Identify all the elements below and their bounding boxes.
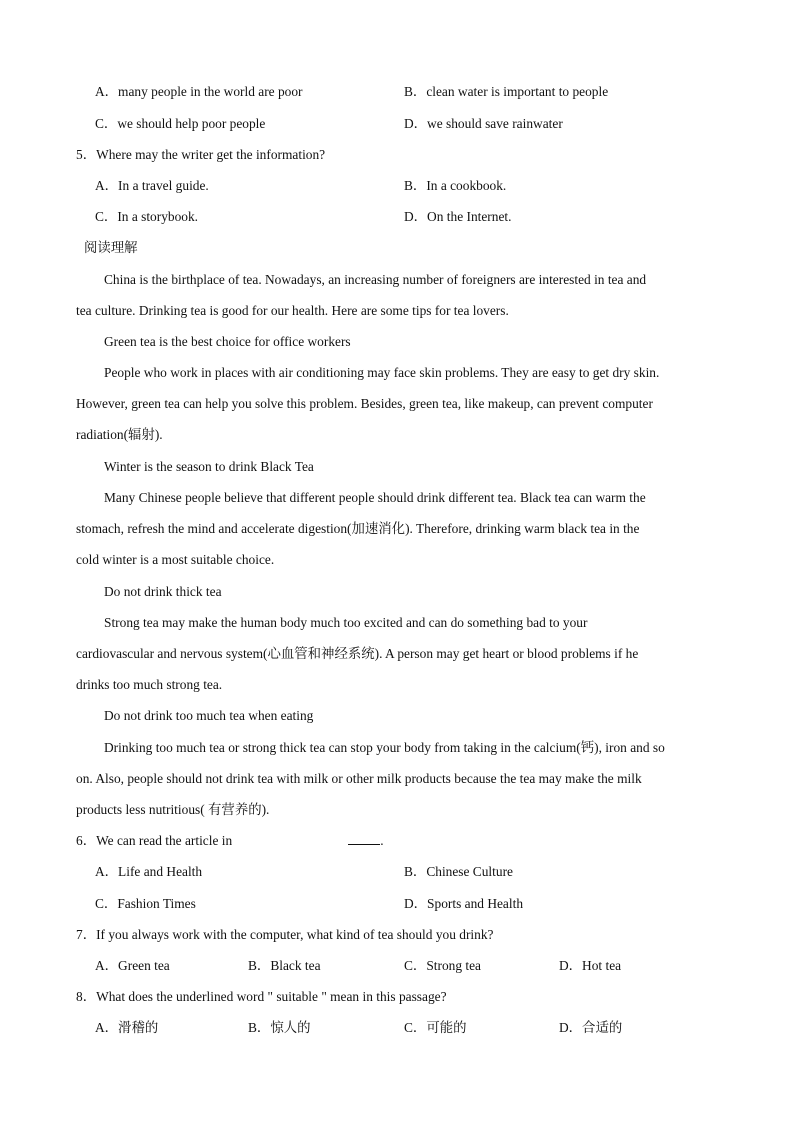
q7-option-d: D．Hot tea bbox=[559, 958, 622, 973]
passage-line: drinks too much strong tea. bbox=[76, 677, 223, 692]
q6-option-b: B．Chinese Culture bbox=[404, 864, 513, 879]
q5-option-b: B．In a cookbook. bbox=[404, 178, 507, 193]
q6-option-c: C．Fashion Times bbox=[95, 896, 196, 911]
q6-question bbox=[76, 833, 384, 849]
section-title: 阅读理解 bbox=[84, 240, 138, 255]
q4-option-b: B．clean water is important to people bbox=[404, 84, 609, 99]
passage-line: on. Also, people should not drink tea with milk or other milk products because the tea may make the milk bbox=[76, 771, 642, 786]
q8-option-a: A．滑稽的 bbox=[95, 1020, 159, 1035]
passage-line: tea culture. Drinking tea is good for our health. Here are some tips for tea lovers. bbox=[76, 303, 509, 318]
passage-line: stomach, refresh the mind and accelerate digestion(加速消化). Therefore, drinking warm black tea in the bbox=[76, 521, 640, 536]
passage-line: Drinking too much tea or strong thick tea can stop your body from taking in the calcium(钙), iron and so bbox=[104, 740, 665, 755]
q6-option-a: A．Life and Health bbox=[95, 864, 203, 879]
passage-heading: Green tea is the best choice for office workers bbox=[104, 334, 351, 349]
passage-line: cold winter is a most suitable choice. bbox=[76, 552, 275, 567]
passage-line: People who work in places with air conditioning may face skin problems. They are easy to get dry skin. bbox=[104, 365, 660, 380]
passage-heading: Do not drink too much tea when eating bbox=[104, 708, 314, 723]
passage-line: products less nutritious( 有营养的). bbox=[76, 802, 270, 817]
q7-question: 7．If you always work with the computer, what kind of tea should you drink? bbox=[76, 927, 494, 942]
q5-question: 5．Where may the writer get the information? bbox=[76, 147, 326, 162]
passage-line: cardiovascular and nervous system(心血管和神经系统). A person may get heart or blood problems if he bbox=[76, 646, 639, 661]
q7-option-b: B．Black tea bbox=[248, 958, 321, 973]
q8-option-b: B．惊人的 bbox=[248, 1020, 311, 1035]
q6-question-text: 6．We can read the article in bbox=[76, 833, 233, 848]
passage-heading: Winter is the season to drink Black Tea bbox=[104, 459, 314, 474]
q8-question: 8．What does the underlined word " suitable " mean in this passage? bbox=[76, 989, 447, 1004]
answer-blank bbox=[348, 833, 380, 845]
passage-line: Many Chinese people believe that different people should drink different tea. Black tea can warm the bbox=[104, 490, 646, 505]
q5-option-a: A．In a travel guide. bbox=[95, 178, 209, 193]
q4-option-a: A．many people in the world are poor bbox=[95, 84, 303, 99]
q6-option-d: D．Sports and Health bbox=[404, 896, 524, 911]
q6-question-tail: . bbox=[380, 833, 384, 848]
passage-line: radiation(辐射). bbox=[76, 427, 163, 442]
passage-line: However, green tea can help you solve this problem. Besides, green tea, like makeup, can prevent computer bbox=[76, 396, 653, 411]
q5-option-c: C．In a storybook. bbox=[95, 209, 199, 224]
passage-line: Strong tea may make the human body much too excited and can do something bad to your bbox=[104, 615, 588, 630]
q5-option-d: D．On the Internet. bbox=[404, 209, 512, 224]
q7-option-a: A．Green tea bbox=[95, 958, 170, 973]
q4-option-c: C．we should help poor people bbox=[95, 116, 266, 131]
q4-option-d: D．we should save rainwater bbox=[404, 116, 563, 131]
q8-option-c: C．可能的 bbox=[404, 1020, 467, 1035]
passage-line: China is the birthplace of tea. Nowadays, an increasing number of foreigners are interested in tea and bbox=[104, 272, 647, 287]
passage-heading: Do not drink thick tea bbox=[104, 584, 222, 599]
q7-option-c: C．Strong tea bbox=[404, 958, 481, 973]
q8-option-d: D．合适的 bbox=[559, 1020, 623, 1035]
